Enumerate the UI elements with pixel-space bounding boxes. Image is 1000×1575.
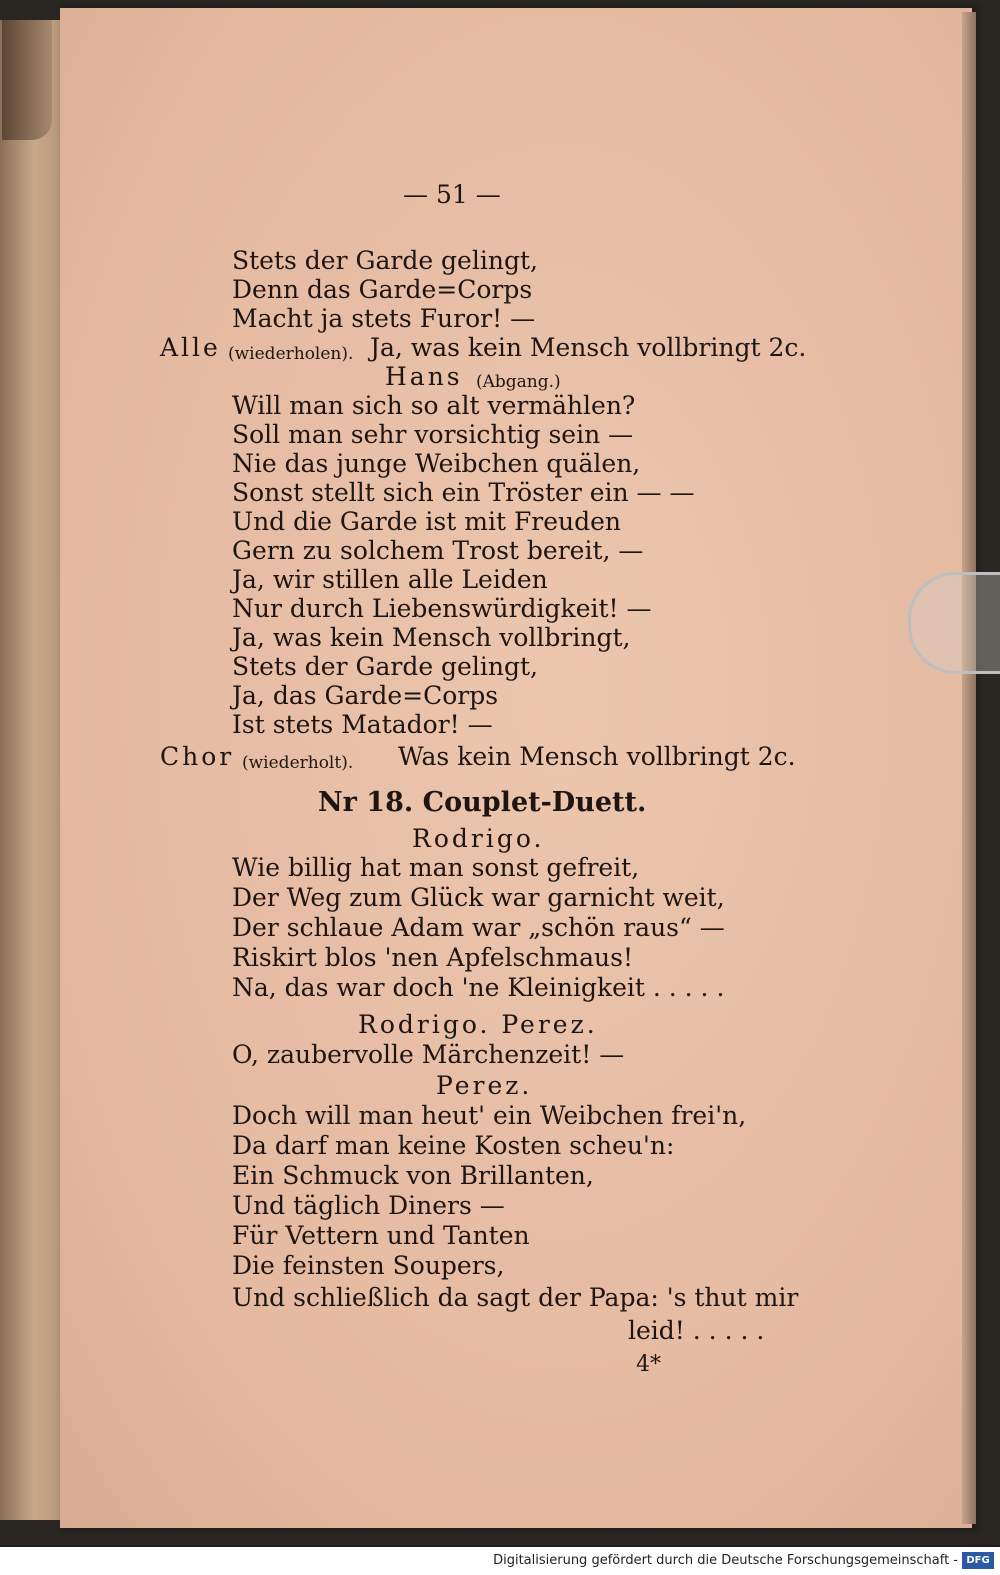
page-stack-edge — [962, 12, 976, 1524]
speaker-perez: Perez. — [436, 1071, 533, 1100]
verse-line: Sonst stellt sich ein Tröster ein — — — [232, 478, 695, 507]
page-clip — [908, 572, 1000, 674]
verse-line: Macht ja stets Furor! — — [232, 304, 536, 333]
verse-line: Nur durch Liebenswürdigkeit! — — [232, 594, 652, 623]
footer-bar — [0, 1547, 1000, 1575]
verse-line: Ein Schmuck von Brillanten, — [232, 1161, 594, 1190]
verse-line: Da darf man keine Kosten scheu'n: — [232, 1131, 675, 1160]
stage-direction: (Abgang.) — [476, 372, 561, 392]
verse-line: Ja, wir stillen alle Leiden — [232, 565, 548, 594]
verse-line: Denn das Garde=Corps — [232, 275, 533, 304]
verse-line: Ja, was kein Mensch vollbringt, — [232, 623, 631, 652]
signature-mark: 4* — [636, 1352, 661, 1377]
stage-direction: (wiederholen). — [228, 344, 354, 364]
speaker-chor: Chor — [160, 742, 235, 771]
verse-line: Soll man sehr vorsichtig sein — — [232, 420, 634, 449]
verse-line: Der schlaue Adam war „schön raus“ — — [232, 913, 725, 942]
book-spine — [2, 20, 52, 140]
verse-line: Stets der Garde gelingt, — [232, 246, 538, 275]
verse-line: Ja, was kein Mensch vollbringt 2c. — [370, 333, 807, 362]
verse-line: Stets der Garde gelingt, — [232, 652, 538, 681]
verse-line: Die feinsten Soupers, — [232, 1251, 505, 1280]
verse-line: Wie billig hat man sonst gefreit, — [232, 853, 640, 882]
verse-line: Und die Garde ist mit Freuden — [232, 507, 622, 536]
verse-line: Für Vettern und Tanten — [232, 1221, 530, 1250]
speaker-rodrigo: Rodrigo. — [412, 824, 545, 853]
section-heading: Nr 18. Couplet-Duett. — [318, 787, 647, 818]
stage-direction: (wiederholt). — [242, 753, 354, 773]
verse-line: Will man sich so alt vermählen? — [232, 391, 636, 420]
verse-line: leid! . . . . . — [628, 1316, 765, 1345]
verse-line: O, zaubervolle Märchenzeit! — — [232, 1040, 625, 1069]
dfg-logo: DFG — [962, 1552, 994, 1569]
verse-line: Na, das war doch 'ne Kleinigkeit . . . . . — [232, 973, 725, 1002]
verse-line: Doch will man heut' ein Weibchen frei'n, — [232, 1101, 747, 1130]
verse-line: Gern zu solchem Trost bereit, — — [232, 536, 644, 565]
verse-line: Nie das junge Weibchen quälen, — [232, 449, 641, 478]
footer-credit: Digitalisierung gefördert durch die Deutsche Forschungsgemeinschaft - — [493, 1553, 958, 1568]
verse-line: Und schließlich da sagt der Papa: 's thut mir — [232, 1283, 799, 1312]
speaker-alle: Alle — [160, 333, 221, 362]
page-number: — 51 — — [403, 180, 501, 209]
verse-line: Der Weg zum Glück war garnicht weit, — [232, 883, 725, 912]
verse-line: Was kein Mensch vollbringt 2c. — [398, 742, 796, 771]
verse-line: Und täglich Diners — — [232, 1191, 505, 1220]
verse-line: Riskirt blos 'nen Apfelschmaus! — [232, 943, 634, 972]
speaker-rodrigo-perez: Rodrigo. Perez. — [358, 1010, 598, 1039]
verse-line: Ist stets Matador! — — [232, 710, 493, 739]
speaker-hans: Hans — [385, 362, 463, 391]
verse-line: Ja, das Garde=Corps — [232, 681, 499, 710]
previous-page-edge — [0, 20, 64, 1520]
